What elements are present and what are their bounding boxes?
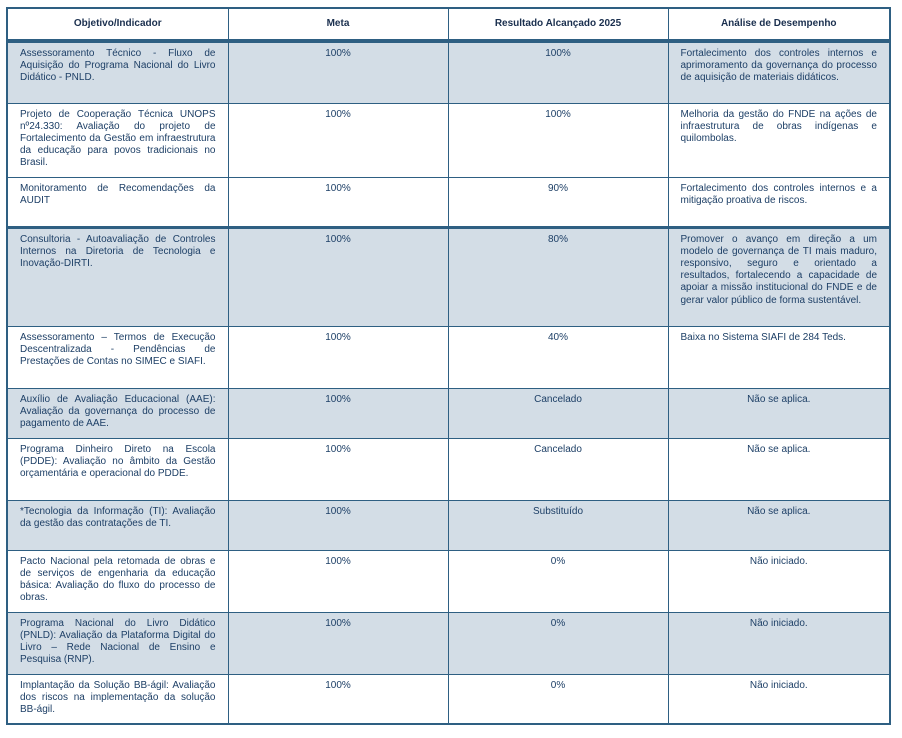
cell-objetivo: Monitoramento de Recomendações da AUDIT xyxy=(7,177,228,227)
cell-analise: Fortalecimento dos controles internos e a mitigação proativa de riscos. xyxy=(668,177,890,227)
cell-objetivo: Auxílio de Avaliação Educacional (AAE): Avaliação da governança do processo de pagamento de AAE. xyxy=(7,388,228,438)
cell-objetivo: Implantação da Solução BB-ágil: Avaliação dos riscos na implementação da solução BB-ágil. xyxy=(7,674,228,724)
cell-analise: Não se aplica. xyxy=(668,388,890,438)
cell-objetivo: Assessoramento Técnico - Fluxo de Aquisição do Programa Nacional do Livro Didático - PNLD. xyxy=(7,41,228,103)
cell-objetivo: Assessoramento – Termos de Execução Descentralizada - Pendências de Prestações de Contas no SIMEC e SIAFI. xyxy=(7,326,228,388)
cell-resultado: 100% xyxy=(448,41,668,103)
cell-resultado: Substituído xyxy=(448,500,668,550)
cell-objetivo: Programa Dinheiro Direto na Escola (PDDE): Avaliação no âmbito da Gestão orçamentária e operacional do PDDE. xyxy=(7,438,228,500)
table-header-row xyxy=(7,8,890,41)
cell-objetivo: Programa Nacional do Livro Didático (PNLD): Avaliação da Plataforma Digital do Livro – Rede Nacional de Ensino e Pesquisa (RNP). xyxy=(7,612,228,674)
cell-resultado: 0% xyxy=(448,612,668,674)
table-row xyxy=(7,550,890,612)
table-row xyxy=(7,177,890,227)
cell-meta: 100% xyxy=(228,103,448,177)
table-row xyxy=(7,612,890,674)
header-resultado: Resultado Alcançado 2025 xyxy=(448,8,668,41)
table-row xyxy=(7,326,890,388)
header-meta: Meta xyxy=(228,8,448,41)
header-analise: Análise de Desempenho xyxy=(668,8,890,41)
table-row xyxy=(7,227,890,326)
cell-meta: 100% xyxy=(228,388,448,438)
table-row xyxy=(7,500,890,550)
cell-meta: 100% xyxy=(228,550,448,612)
cell-analise: Melhoria da gestão do FNDE na ações de infraestrutura de obras indígenas e quilombolas. xyxy=(668,103,890,177)
cell-analise: Promover o avanço em direção a um modelo de governança de TI mais maduro, responsivo, seguro e orientado a resultados, fortalecendo a capacidade de apoiar a missão institucional do FNDE e de gerar valor público de forma sustentável. xyxy=(668,227,890,326)
cell-meta: 100% xyxy=(228,438,448,500)
cell-resultado: 100% xyxy=(448,103,668,177)
table-row xyxy=(7,103,890,177)
table-container xyxy=(6,7,889,725)
cell-objetivo: *Tecnologia da Informação (TI): Avaliação da gestão das contratações de TI. xyxy=(7,500,228,550)
cell-meta: 100% xyxy=(228,674,448,724)
header-objetivo: Objetivo/Indicador xyxy=(7,8,228,41)
cell-meta: 100% xyxy=(228,500,448,550)
cell-resultado: 90% xyxy=(448,177,668,227)
cell-resultado: Cancelado xyxy=(448,438,668,500)
cell-analise: Não se aplica. xyxy=(668,438,890,500)
table-row xyxy=(7,388,890,438)
cell-analise: Não iniciado. xyxy=(668,674,890,724)
cell-resultado: Cancelado xyxy=(448,388,668,438)
table-row xyxy=(7,674,890,724)
cell-objetivo: Projeto de Cooperação Técnica UNOPS nº24.330: Avaliação do projeto de Fortalecimento da Gestão em infraestrutura da educação para povos tradicionais no Brasil. xyxy=(7,103,228,177)
cell-analise: Não iniciado. xyxy=(668,550,890,612)
table-row xyxy=(7,41,890,103)
cell-meta: 100% xyxy=(228,41,448,103)
cell-meta: 100% xyxy=(228,612,448,674)
cell-resultado: 0% xyxy=(448,674,668,724)
cell-analise: Fortalecimento dos controles internos e aprimoramento da governança do processo de aquisição de materiais didáticos. xyxy=(668,41,890,103)
cell-meta: 100% xyxy=(228,326,448,388)
cell-analise: Não se aplica. xyxy=(668,500,890,550)
cell-analise: Baixa no Sistema SIAFI de 284 Teds. xyxy=(668,326,890,388)
cell-meta: 100% xyxy=(228,227,448,326)
cell-resultado: 0% xyxy=(448,550,668,612)
cell-analise: Não iniciado. xyxy=(668,612,890,674)
cell-objetivo: Pacto Nacional pela retomada de obras e de serviços de engenharia da educação básica: Avaliação do fluxo do processo de obras. xyxy=(7,550,228,612)
cell-meta: 100% xyxy=(228,177,448,227)
cell-objetivo: Consultoria - Autoavaliação de Controles Internos na Diretoria de Tecnologia e Inovação-DIRTI. xyxy=(7,227,228,326)
cell-resultado: 40% xyxy=(448,326,668,388)
performance-table xyxy=(6,7,891,725)
table-row xyxy=(7,438,890,500)
cell-resultado: 80% xyxy=(448,227,668,326)
